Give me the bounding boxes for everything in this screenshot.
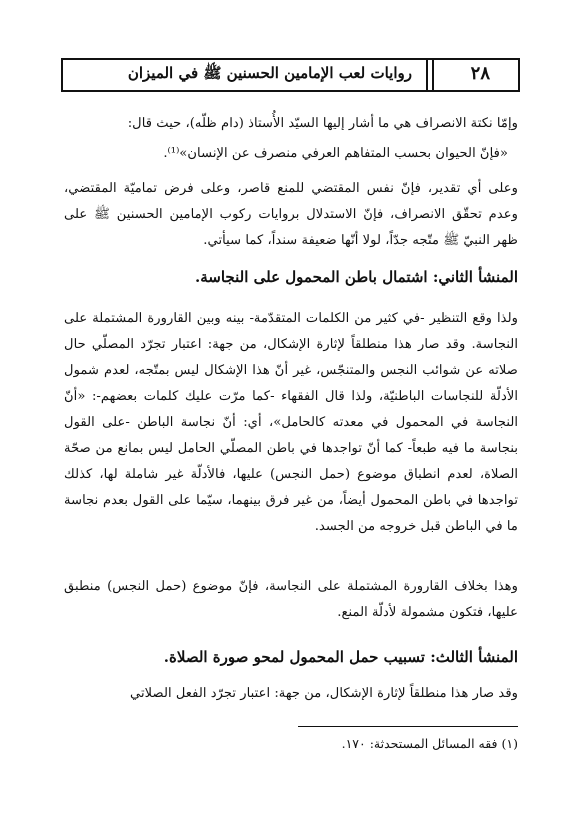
- quotation: «فإنّ الحيوان بحسب المتفاهم العرفي منصرف عن الإنسان»⁽¹⁾.: [163, 146, 508, 161]
- page-number: ٢٨: [470, 63, 490, 84]
- section-heading-3: المنشأ الثالث: تسبيب حمل المحمول لمحو صورة الصلاة.: [163, 648, 518, 666]
- header-divider: [426, 58, 428, 92]
- header-right-border: [518, 58, 520, 92]
- header-left-border: [61, 60, 66, 90]
- paragraph-conclusion: وعلى أي تقدير، فإنّ نفس المقتضي للمنع قاصر، وعلى فرض تماميّة المقتضي، وعدم تحقّق الانصراف، فإنّ الاستدلال بروايات ركوب الإمامين الحسنين ﷺ على ظهر النبيّ ﷺ متّجه جدّاً، لولا أنّها ضعيفة سنداً، كما سيأتي.: [64, 181, 518, 248]
- footnote-rule: [298, 726, 518, 727]
- paragraph-section2-bottle: وهذا بخلاف القارورة المشتملة على النجاسة، فإنّ موضوع (حمل النجس) منطبق عليها، فتكون مشمولة لأدلّة المنع.: [64, 579, 518, 620]
- paragraph-intro: وإمّا نكتة الانصراف هي ما أشار إليها السيّد الأُستاذ (دام ظلّه)، حيث قال:: [127, 116, 518, 131]
- page-header: [61, 58, 520, 92]
- footnote: (١) فقه المسائل المستحدثة: ١٧٠.: [341, 736, 518, 751]
- paragraph-section3: وقد صار هذا منطلقاً لإثارة الإشكال، من جهة: اعتبار تجرّد الفعل الصلاتي: [129, 686, 518, 701]
- page-number-box: [434, 60, 520, 90]
- running-title: روايات لعب الإمامين الحسنين ﷺ في الميزان: [127, 64, 412, 82]
- paragraph-section2-main: ولذا وقع التنظير -في كثير من الكلمات المتقدّمة- بينه وبين القارورة المشتملة على النجاسة. وقد صار هذا منطلقاً لإثارة الإشكال، من جهة: اعتبار تجرّد المصلّي حال صلاته عن شوائب النجس والمتنجّس، غير أنّ هذا الإشكال ليس بمتّجه، لعدم شمول الأدلّة للنجاسات الباطنيّة، ولذا قال الفقهاء -كما مرّت عليك كلمات بعضهم-: «أنّ النجاسة في المحمول في معدته كالحامل»، أي: أنّ نجاسة الباطن -على القول بنجاسة ما فيه طبعاً- كما أنّ تواجدها في باطن المصلّي الحامل ليس بمانع من صحّة الصلاة، لعدم انطباق موضوع (حمل النجس) عليها، فالأدلّة غير شاملة لها، كذلك تواجدها في باطن المحمول أيضاً، من غير فرق بينهما، سيّما على القول بعدم نجاسة ما في الباطن قبل خروجه من الجسد.: [64, 311, 518, 534]
- section-heading-2: المنشأ الثاني: اشتمال باطن المحمول على النجاسة.: [195, 268, 518, 286]
